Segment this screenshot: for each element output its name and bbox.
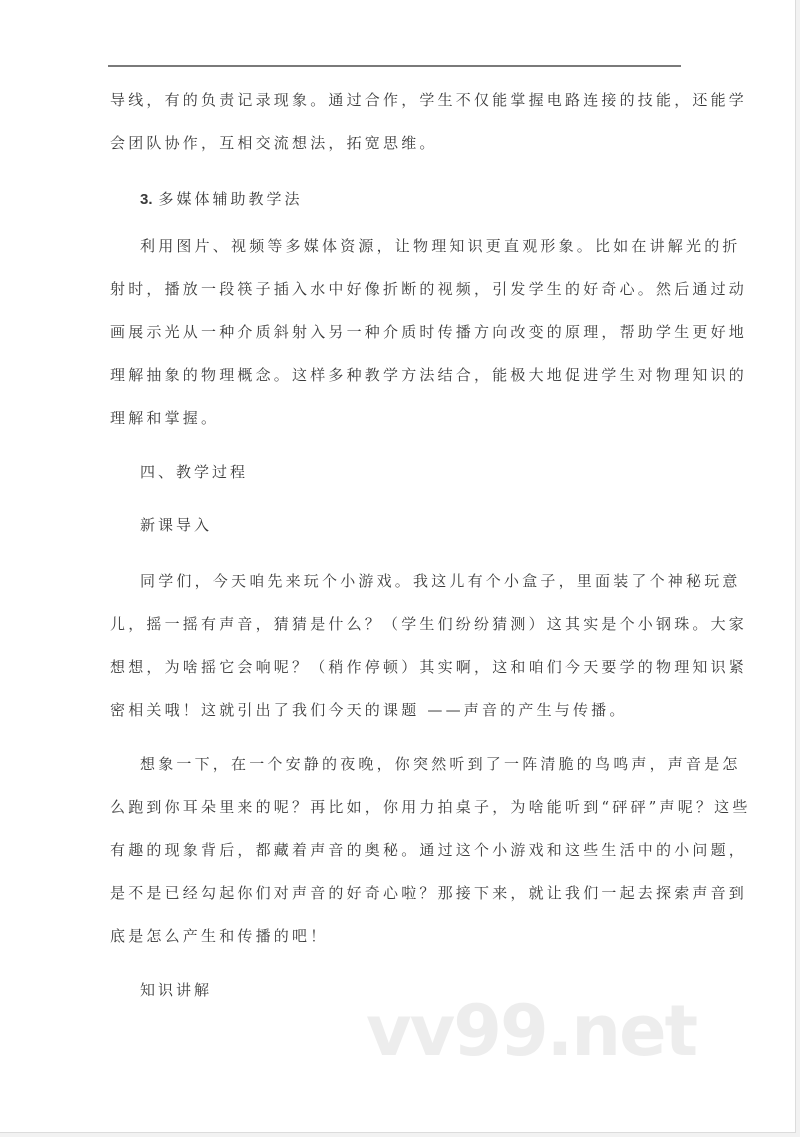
section-number: 3. [140,191,153,208]
subsection-heading-knowledge: 知识讲解 [140,981,213,999]
watermark: vv99.net [366,990,697,1072]
paragraph-line: 有趣的现象背后，都藏着声音的奥秘。通过这个小游戏和这些生活中的小问题， [110,841,748,859]
paragraph-line: 导线，有的负责记录现象。通过合作，学生不仅能掌握电路连接的技能，还能学 [110,91,748,109]
paragraph-line: 么跑到你耳朵里来的呢？再比如，你用力拍桌子，为啥能听到“砰砰”声呢？这些 [110,798,751,816]
section-title: 多媒体辅助教学法 [158,190,303,208]
section-heading-4: 四、教学过程 [140,463,249,481]
paragraph-line: 想象一下，在一个安静的夜晚，你突然听到了一阵清脆的鸟鸣声，声音是怎 [140,755,741,773]
header-rule [108,65,681,67]
paragraph-line: 底是怎么产生和传播的吧！ [110,927,329,945]
paragraph-line: 儿，摇一摇有声音，猜猜是什么？（学生们纷纷猜测）这其实是个小钢珠。大家 [110,615,748,633]
paragraph-line: 利用图片、视频等多媒体资源，让物理知识更直观形象。比如在讲解光的折 [140,237,741,255]
paragraph-line: 画展示光从一种介质斜射入另一种介质时传播方向改变的原理，帮助学生更好地 [110,323,748,341]
paragraph-line: 是不是已经勾起你们对声音的好奇心啦？那接下来，就让我们一起去探索声音到 [110,884,748,902]
paragraph-line: 理解和掌握。 [110,409,220,427]
section-heading-3 [140,189,303,210]
paragraph-line: 理解抽象的物理概念。这样多种教学方法结合，能极大地促进学生对物理知识的 [110,366,748,384]
subsection-heading-intro: 新课导入 [140,516,213,534]
paragraph-line: 同学们，今天咱先来玩个小游戏。我这儿有个小盒子，里面装了个神秘玩意 [140,572,741,590]
paragraph-line: 会团队协作，互相交流想法，拓宽思维。 [110,134,438,152]
paragraph-line: 密相关哦！这就引出了我们今天的课题 ——声音的产生与传播。 [110,701,628,719]
paragraph-line: 射时，播放一段筷子插入水中好像折断的视频，引发学生的好奇心。然后通过动 [110,280,748,298]
paragraph-line: 想想，为啥摇它会响呢？（稍作停顿）其实啊，这和咱们今天要学的物理知识紧 [110,658,748,676]
